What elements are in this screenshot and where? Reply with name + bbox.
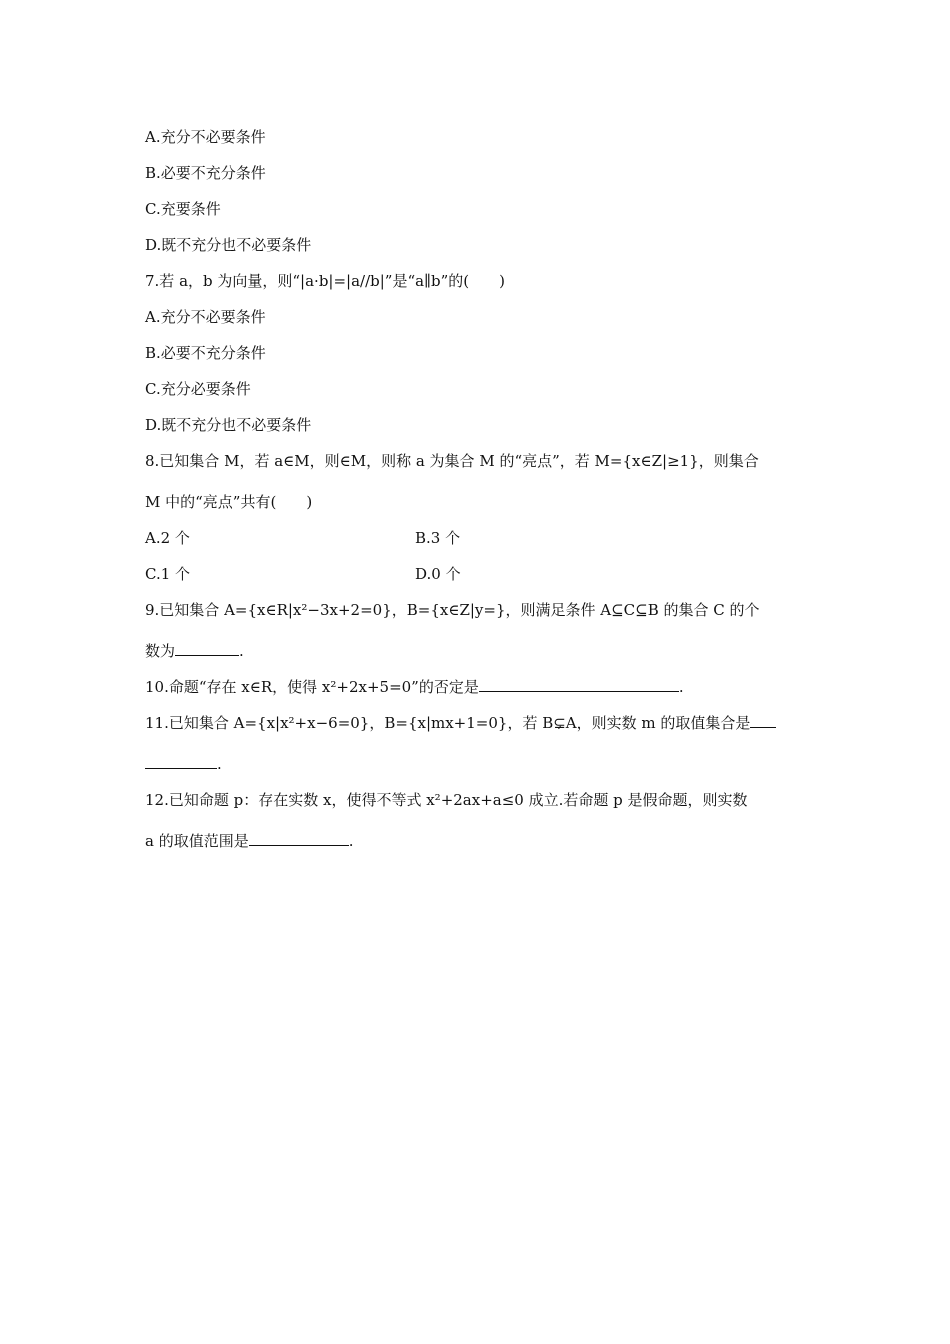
- q9-stem-suffix: .: [239, 642, 244, 660]
- q11-stem-text: 11.已知集合 A={x|x²+x−6=0}，B={x|mx+1=0}，若 B⊊A，则实数 m 的取值集合是: [145, 714, 751, 732]
- q11-stem-line1: [145, 712, 776, 734]
- q7-option-a: A.充分不必要条件: [145, 308, 266, 326]
- q9-stem-line2: [145, 640, 244, 662]
- q8-stem-line1: 8.已知集合 M，若 a∈M，则∈M，则称 a 为集合 M 的“亮点”，若 M={x∈Z|≥1}，则集合: [145, 452, 759, 470]
- q6-option-c: C.充要条件: [145, 200, 221, 218]
- q9-stem-prefix: 数为: [145, 642, 176, 660]
- q11-answer-blank-end[interactable]: [145, 754, 217, 769]
- q7-option-b: B.必要不充分条件: [145, 344, 266, 362]
- q6-option-b: B.必要不充分条件: [145, 164, 266, 182]
- q6-option-a: A.充分不必要条件: [145, 128, 266, 146]
- q8-option-a: A.2 个: [145, 529, 190, 547]
- q8-option-d: D.0 个: [415, 565, 461, 583]
- q6-option-d: D.既不充分也不必要条件: [145, 236, 312, 254]
- q12-answer-blank[interactable]: [249, 831, 349, 846]
- q7-option-d: D.既不充分也不必要条件: [145, 416, 312, 434]
- q11-stem-line2: [145, 753, 222, 775]
- q10-stem-suffix: .: [678, 678, 684, 696]
- q9-answer-blank[interactable]: [175, 641, 239, 656]
- q12-stem-prefix: a 的取值范围是: [145, 832, 249, 850]
- q10-stem: [145, 676, 684, 698]
- q7-stem: 7.若 a，b 为向量，则“|a·b|=|a//b|”是“a∥b”的( ): [145, 272, 505, 290]
- q12-stem-line1: 12.已知命题 p：存在实数 x，使得不等式 x²+2ax+a≤0 成立.若命题 p 是假命题，则实数: [145, 791, 748, 809]
- q12-stem-line2: [145, 830, 354, 852]
- q8-stem-line2: M 中的“亮点”共有( ): [145, 493, 313, 511]
- q9-stem-line1: 9.已知集合 A={x∈R|x²−3x+2=0}，B={x∈Z|y=}，则满足条件 A⊆C⊆B 的集合 C 的个: [145, 601, 760, 619]
- q12-stem-suffix: .: [348, 832, 354, 850]
- q8-option-c: C.1 个: [145, 565, 191, 583]
- q10-stem-text: 10.命题“存在 x∈R，使得 x²+2x+5=0”的否定是: [145, 678, 479, 696]
- q11-stem-suffix: .: [217, 755, 222, 773]
- q7-option-c: C.充分必要条件: [145, 380, 251, 398]
- q10-answer-blank[interactable]: [479, 677, 679, 692]
- q8-option-b: B.3 个: [415, 529, 461, 547]
- q11-answer-blank-start[interactable]: [750, 713, 776, 728]
